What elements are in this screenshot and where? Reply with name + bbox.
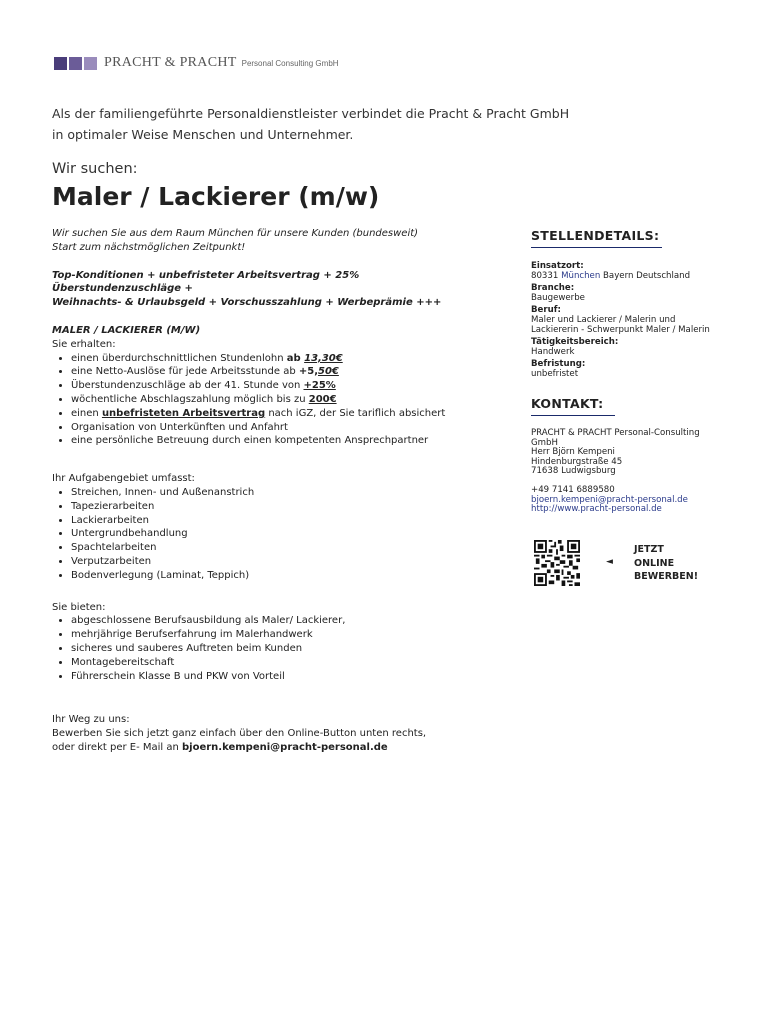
apply-line-2: oder direkt per E- Mail an bjoern.kempeni@pracht-personal.de bbox=[52, 741, 388, 753]
task-item: • Tapezierarbeiten bbox=[71, 500, 472, 514]
qr-code-icon[interactable] bbox=[534, 540, 580, 586]
intro-text bbox=[52, 103, 612, 145]
benefits-heading: Sie erhalten: bbox=[52, 338, 116, 350]
location-line-1: Wir suchen Sie aus dem Raum München für unsere Kunden (bundesweit) bbox=[52, 228, 419, 239]
benefit-item: • einen überdurchschnittlichen Stundenlohn ab 13,30€ bbox=[71, 352, 472, 366]
location-value: 80331 München Bayern Deutschland bbox=[531, 270, 691, 281]
contact-email-link[interactable]: bjoern.kempeni@pracht-personal.de bbox=[531, 494, 688, 505]
requirement-item: • sicheres und sauberes Auftreten beim Kunden bbox=[71, 642, 472, 656]
area-value: Handwerk bbox=[531, 346, 575, 357]
details-heading: STELLENDETAILS: bbox=[531, 228, 660, 243]
apply-button-line-3: BEWERBEN! bbox=[634, 571, 699, 582]
benefit-item: • eine Netto-Auslöse für jede Arbeitsstunde ab +5,50€ bbox=[71, 365, 472, 379]
apply-button-line-2: ONLINE bbox=[634, 557, 675, 569]
logo-square-3 bbox=[84, 57, 97, 70]
benefit-item: • einen unbefristeten Arbeitsvertrag nach iGZ, der Sie tariflich absichert bbox=[71, 407, 472, 421]
tasks-list bbox=[52, 486, 472, 583]
task-item: • Lackierarbeiten bbox=[71, 514, 472, 528]
job-label: Beruf: bbox=[531, 305, 561, 316]
term-label: Befristung: bbox=[531, 359, 586, 370]
intro-line-2: in optimaler Weise Menschen und Unternehmer. bbox=[52, 127, 354, 142]
contact-street: Hindenburgstraße 45 bbox=[531, 456, 623, 467]
benefit-item: • eine persönliche Betreuung durch einen kompetenten Ansprechpartner bbox=[71, 434, 472, 448]
requirement-item: • mehrjährige Berufserfahrung im Malerhandwerk bbox=[71, 628, 472, 642]
apply-button-line-1: JETZT bbox=[634, 544, 664, 555]
benefit-item: • Überstundenzuschläge ab der 41. Stunde von +25% bbox=[71, 379, 472, 393]
contact-phone: +49 7141 6889580 bbox=[531, 484, 615, 495]
benefit-item: • Organisation von Unterkünften und Anfahrt bbox=[71, 421, 472, 435]
task-item: • Streichen, Innen- und Außenanstrich bbox=[71, 486, 472, 500]
requirements-list bbox=[52, 614, 472, 683]
apply-heading: Ihr Weg zu uns: bbox=[52, 714, 130, 726]
company-logo bbox=[54, 55, 339, 71]
intro-line-1: Als der familiengeführte Personaldienstleister verbindet die Pracht & Pracht GmbH bbox=[52, 106, 570, 121]
contact-website-link[interactable]: http://www.pracht-personal.de bbox=[531, 504, 662, 515]
requirement-item: • Montagebereitschaft bbox=[71, 656, 472, 670]
details-divider bbox=[531, 247, 662, 248]
job-description bbox=[52, 227, 472, 755]
task-item: • Spachtelarbeiten bbox=[71, 541, 472, 555]
logo-square-2 bbox=[69, 57, 82, 70]
job-title: Maler / Lackierer (m/w) bbox=[52, 182, 380, 211]
contact-city: 71638 Ludwigsburg bbox=[531, 466, 616, 477]
task-item: • Verputzarbeiten bbox=[71, 555, 472, 569]
apply-line-1: Bewerben Sie sich jetzt ganz einfach über den Online-Button unten rechts, bbox=[52, 728, 427, 740]
requirements-heading: Sie bieten: bbox=[52, 601, 106, 613]
highlights-line-1: Top-Konditionen + unbefristeter Arbeitsvertrag + 25% Überstundenzuschläge + bbox=[52, 269, 360, 295]
seeking-label: Wir suchen: bbox=[52, 161, 138, 177]
branch-value: Baugewerbe bbox=[531, 292, 585, 303]
location-city-link[interactable]: München bbox=[561, 270, 601, 281]
contact-divider bbox=[531, 415, 615, 416]
apply-email: bjoern.kempeni@pracht-personal.de bbox=[182, 741, 388, 753]
contact-company-1: PRACHT & PRACHT Personal-Consulting bbox=[531, 428, 700, 438]
task-item: • Untergrundbehandlung bbox=[71, 527, 472, 541]
contact-company-2: GmbH bbox=[531, 437, 558, 448]
contact-block bbox=[531, 429, 731, 515]
benefit-item: • wöchentliche Abschlagszahlung möglich bis zu 200€ bbox=[71, 393, 472, 407]
task-item: • Bodenverlegung (Laminat, Teppich) bbox=[71, 569, 472, 583]
section-heading: MALER / LACKIERER (M/W) bbox=[52, 324, 201, 336]
online-apply-button[interactable] bbox=[634, 543, 714, 584]
details-list bbox=[531, 262, 731, 383]
job-value: Maler und Lackierer / Malerin und Lackiererin - Schwerpunkt Maler / Malerin bbox=[531, 314, 710, 335]
contact-heading: KONTAKT: bbox=[531, 396, 604, 411]
logo-square-1 bbox=[54, 57, 67, 70]
branch-label: Branche: bbox=[531, 283, 575, 294]
contact-person: Herr Björn Kempeni bbox=[531, 447, 615, 458]
logo-subtitle: Personal Consulting GmbH bbox=[241, 58, 339, 68]
arrow-left-icon: ◄ bbox=[606, 557, 613, 567]
location-line-2: Start zum nächstmöglichen Zeitpunkt! bbox=[52, 241, 246, 253]
term-value: unbefristet bbox=[531, 368, 579, 379]
requirement-item: • Führerschein Klasse B und PKW von Vorteil bbox=[71, 670, 472, 684]
area-label: Tätigkeitsbereich: bbox=[531, 337, 619, 348]
tasks-heading: Ihr Aufgabengebiet umfasst: bbox=[52, 473, 195, 485]
requirement-item: • abgeschlossene Berufsausbildung als Maler/ Lackierer, bbox=[71, 614, 472, 628]
highlights-line-2: Weihnachts- & Urlaubsgeld + Vorschusszahlung + Werbeprämie +++ bbox=[52, 297, 442, 309]
logo-name: PRACHT & PRACHT bbox=[104, 55, 237, 70]
location-label: Einsatzort: bbox=[531, 261, 584, 271]
benefits-list bbox=[52, 352, 472, 449]
